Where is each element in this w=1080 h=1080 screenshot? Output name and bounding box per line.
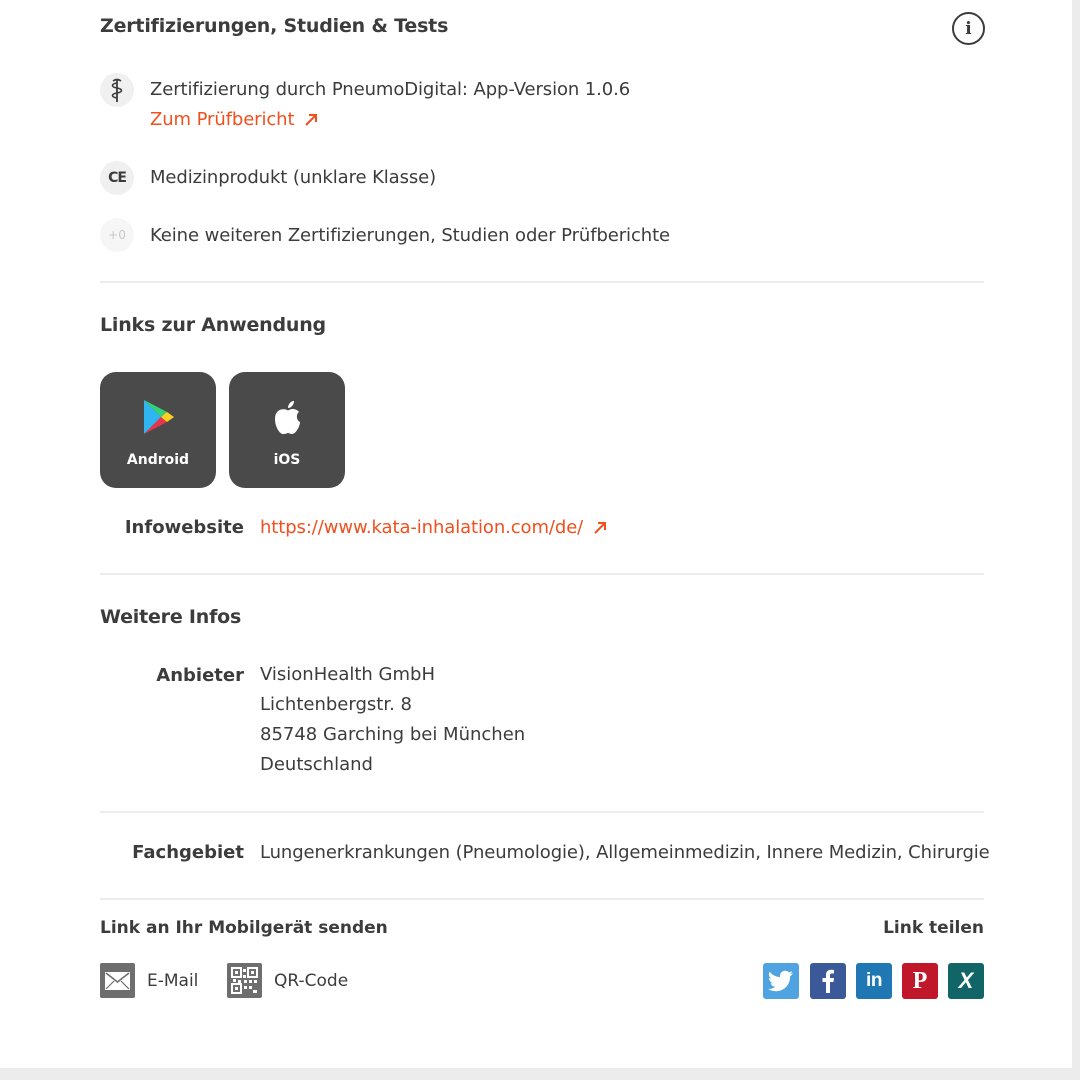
info-icon[interactable]: i bbox=[952, 12, 985, 45]
divider bbox=[100, 281, 984, 283]
cert-item-2-text: Medizinprodukt (unklare Klasse) bbox=[150, 167, 437, 188]
caduceus-icon bbox=[100, 73, 134, 107]
android-store-button[interactable] bbox=[100, 372, 216, 488]
google-play-icon bbox=[142, 399, 176, 435]
cert-item-1-text: Zertifizierung durch PneumoDigital: App-Version 1.0.6 bbox=[150, 79, 631, 100]
qr-code-icon bbox=[227, 963, 262, 998]
apple-icon bbox=[271, 399, 303, 437]
anbieter-address bbox=[260, 660, 525, 780]
xing-icon[interactable]: X bbox=[948, 963, 984, 999]
pruefbericht-link-label: Zum Prüfbericht bbox=[150, 109, 295, 130]
address-line: VisionHealth GmbH bbox=[260, 664, 435, 685]
facebook-icon[interactable] bbox=[810, 963, 846, 999]
email-label: E-Mail bbox=[147, 970, 199, 991]
share-link-title: Link teilen bbox=[883, 918, 984, 938]
linkedin-icon[interactable]: in bbox=[856, 963, 892, 999]
infowebsite-link[interactable] bbox=[260, 517, 607, 538]
send-link-title: Link an Ihr Mobilgerät senden bbox=[100, 918, 388, 938]
qr-code-label: QR-Code bbox=[274, 970, 349, 991]
anbieter-label: Anbieter bbox=[156, 665, 244, 686]
external-arrow-icon bbox=[304, 113, 318, 127]
pinterest-icon[interactable]: P bbox=[902, 963, 938, 999]
infowebsite-label: Infowebsite bbox=[124, 517, 244, 538]
ce-mark-icon: CE bbox=[100, 161, 134, 195]
plus-zero-icon: +0 bbox=[100, 218, 134, 252]
android-label: Android bbox=[126, 452, 190, 468]
address-line: Deutschland bbox=[260, 754, 373, 775]
ios-label: iOS bbox=[273, 452, 301, 468]
divider bbox=[100, 811, 984, 813]
pruefbericht-link[interactable] bbox=[150, 109, 318, 130]
infowebsite-url: https://www.kata-inhalation.com/de/ bbox=[260, 517, 584, 538]
envelope-icon bbox=[100, 963, 135, 998]
external-arrow-icon bbox=[593, 521, 607, 535]
links-title: Links zur Anwendung bbox=[100, 314, 326, 336]
ios-store-button[interactable] bbox=[229, 372, 345, 488]
fachgebiet-value: Lungenerkrankungen (Pneumologie), Allgemeinmedizin, Innere Medizin, Chirurgie bbox=[260, 842, 990, 863]
qr-code-button[interactable] bbox=[227, 963, 348, 998]
cert-item-3-text: Keine weiteren Zertifizierungen, Studien oder Prüfberichte bbox=[150, 225, 670, 246]
divider bbox=[100, 898, 984, 900]
fachgebiet-label: Fachgebiet bbox=[132, 842, 244, 863]
divider bbox=[100, 573, 984, 575]
certs-title: Zertifizierungen, Studien & Tests bbox=[100, 15, 449, 37]
twitter-icon[interactable] bbox=[763, 963, 799, 999]
more-title: Weitere Infos bbox=[100, 606, 242, 628]
email-button[interactable] bbox=[100, 963, 198, 998]
address-line: 85748 Garching bei München bbox=[260, 724, 526, 745]
address-line: Lichtenbergstr. 8 bbox=[260, 694, 412, 715]
